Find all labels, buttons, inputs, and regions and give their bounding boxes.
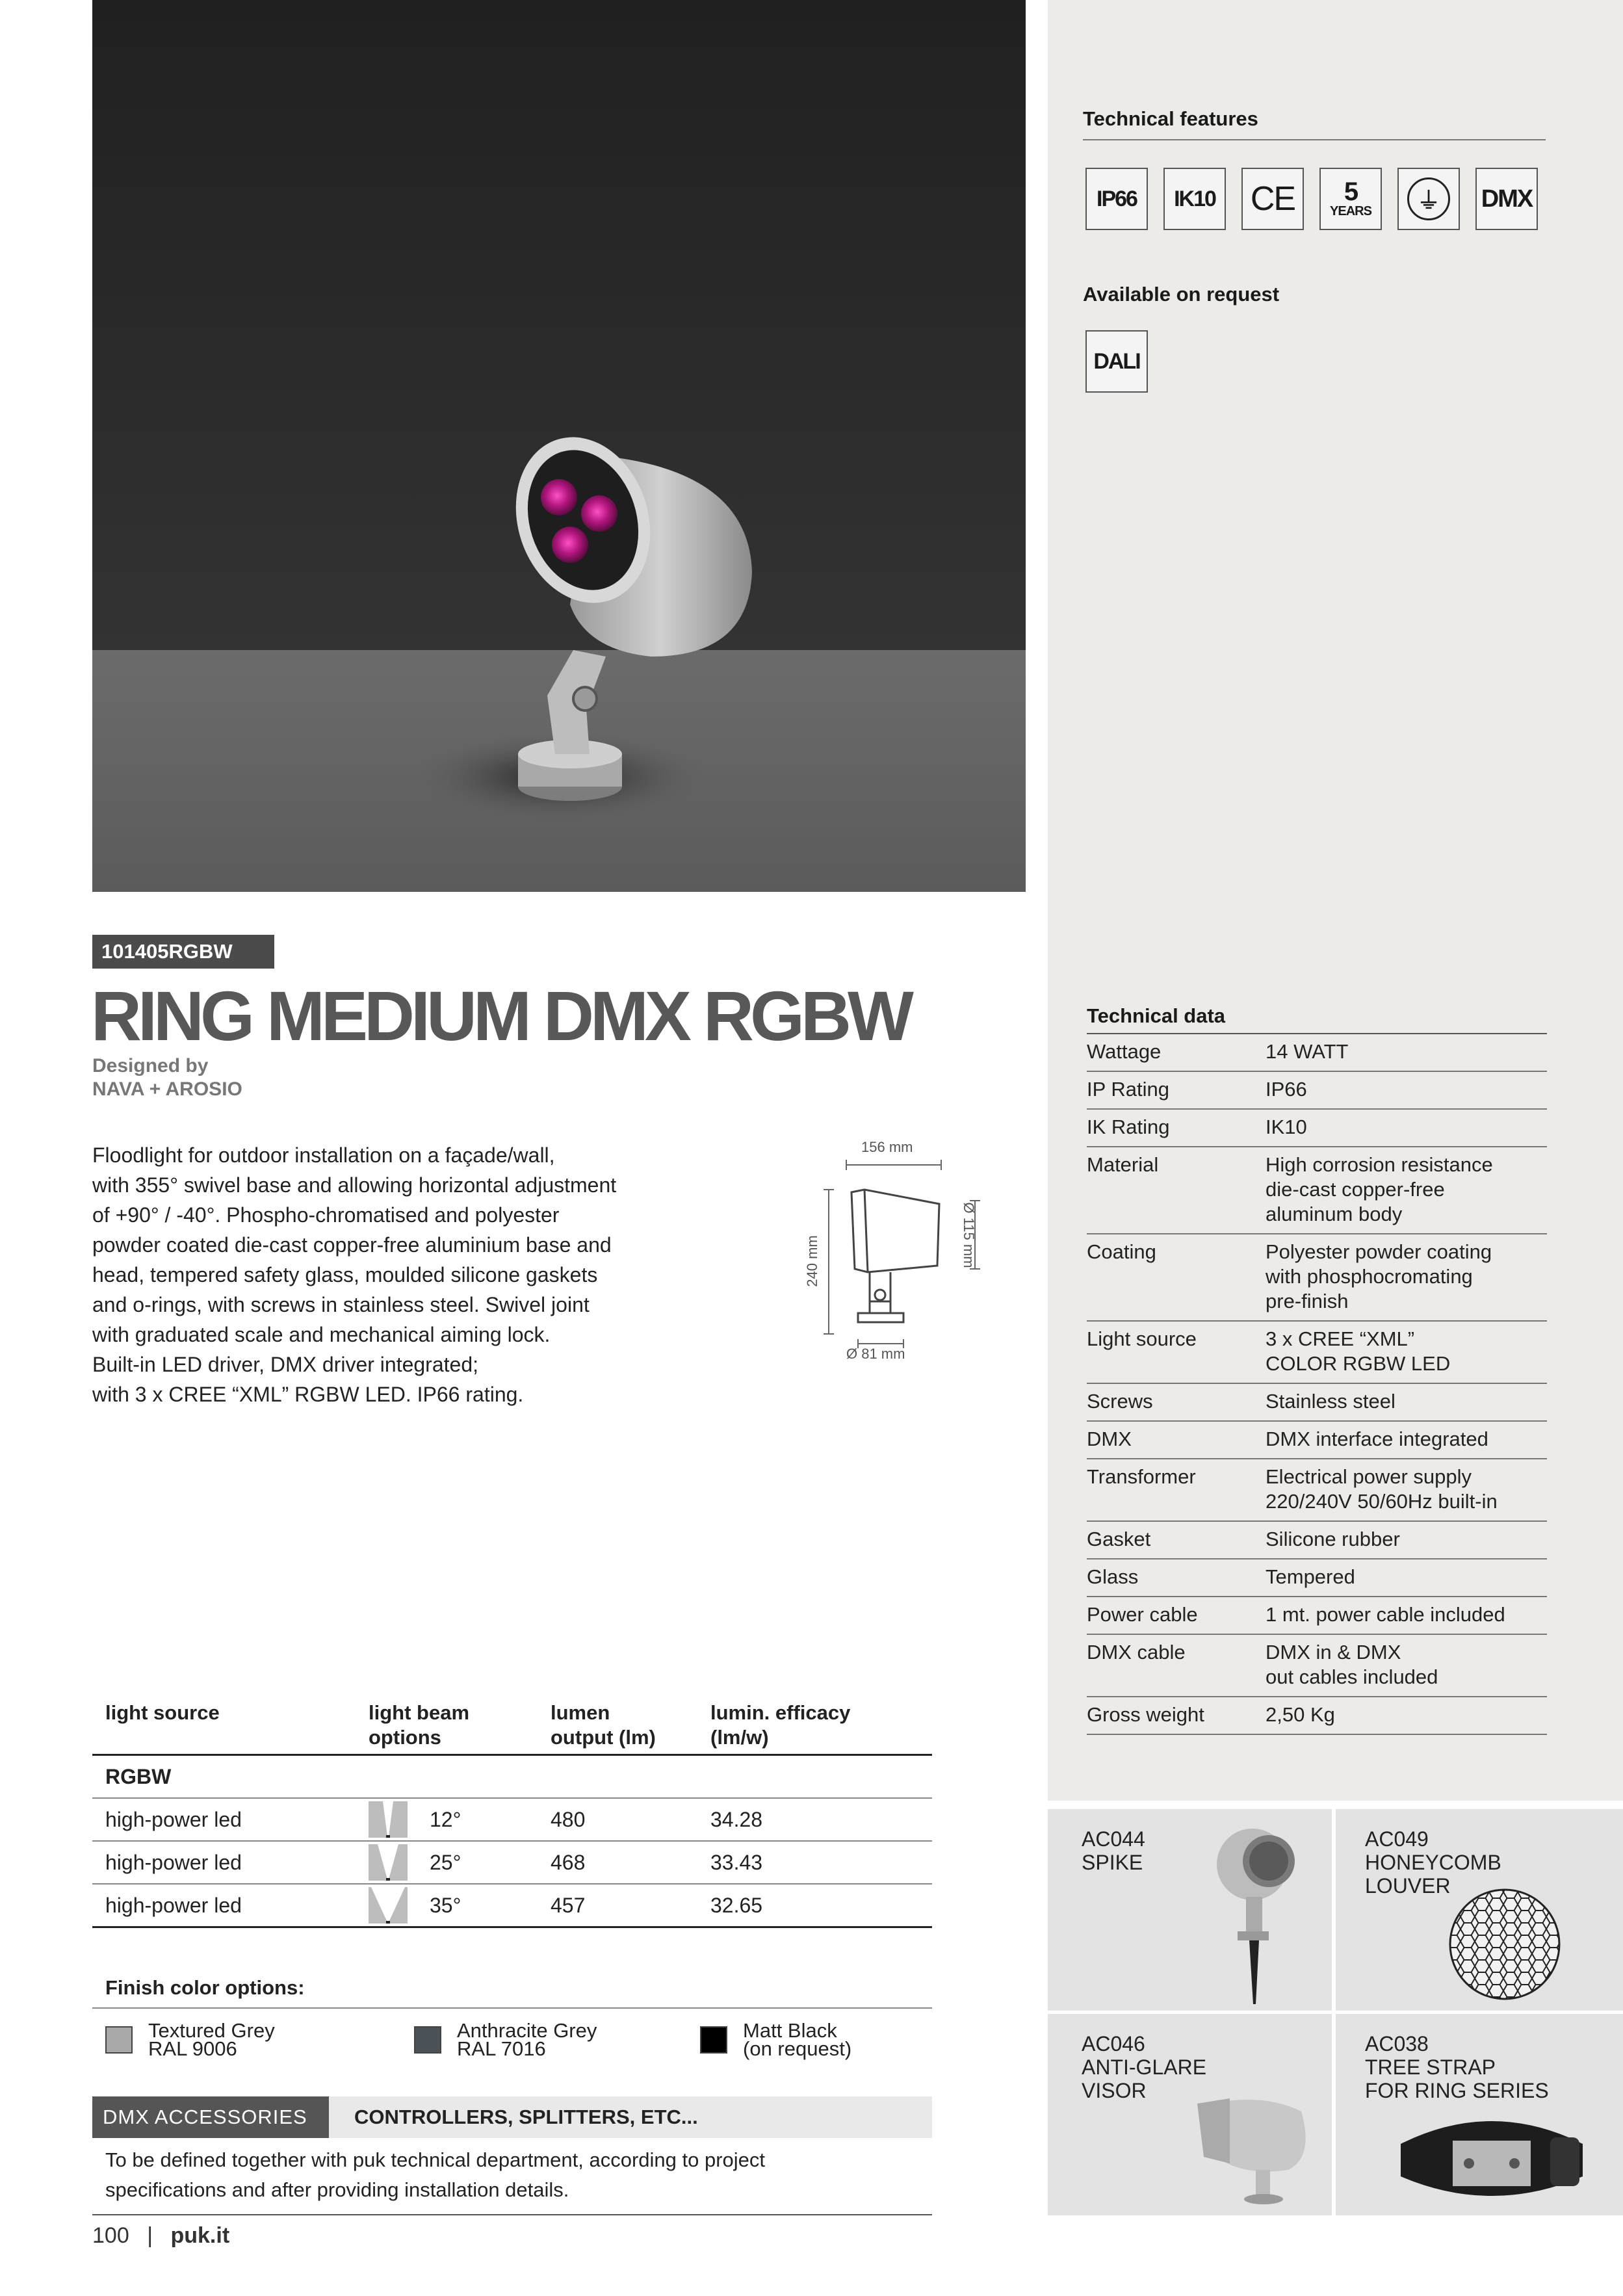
technical-data-key: Power cable [1087,1603,1198,1626]
performance-row [92,1885,932,1928]
technical-data-key: Coating [1087,1240,1156,1263]
technical-data-value: Stainless steel [1266,1390,1396,1413]
beam-angle-icon [369,1844,408,1881]
dmx-accessories-text: To be defined together with puk technical department, according to project specifications and after providing installation details. [105,2148,766,2201]
accessory-card-ac038 [1336,2014,1623,2215]
product-title: RING MEDIUM DMX RGBW [91,976,910,1055]
accessory-code: AC046 [1082,2032,1145,2055]
finish-code: RAL 7016 [457,2037,546,2060]
honeycomb-louver-image [1446,1886,1563,2003]
accessory-name: ANTI-GLARE VISOR [1082,2055,1207,2102]
ce-mark-icon [1241,168,1304,230]
dmx-accessories-title: CONTROLLERS, SPLITTERS, ETC... [354,2106,698,2128]
technical-data-key: IK Rating [1087,1115,1170,1138]
product-description [92,1140,690,1409]
description-line: head, tempered safety glass, moulded silicone gaskets [92,1263,598,1286]
accessory-card-ac044 [1048,1809,1332,2011]
technical-data-row [1087,1322,1547,1384]
finish-code: (on request) [743,2037,852,2060]
icon-label: IP66 [1097,186,1137,211]
technical-data-key: Material [1087,1153,1159,1176]
website-link[interactable]: puk.it [170,2223,230,2248]
technical-data-value: Polyester powder coating with phosphocromating pre-finish [1266,1240,1492,1312]
finish-options [92,1976,932,2067]
dimension-width: 156 mm [861,1139,913,1155]
beam-cell [369,1842,551,1883]
beam-cell [369,1799,551,1840]
technical-data-value: Tempered [1266,1565,1355,1588]
product-photo [92,0,1026,892]
page-footer [92,2223,229,2249]
technical-data-value: 2,50 Kg [1266,1703,1335,1726]
performance-column-header: lumen output (lm) [551,1701,656,1749]
finish-option-label [148,2019,275,2060]
light-source-cell: high-power led [105,1894,242,1917]
icon-label: 5 [1344,177,1358,206]
technical-data-key: IP Rating [1087,1078,1169,1101]
technical-features-icons [1085,168,1553,233]
description-line: powder coated die-cast copper-free aluminium base and [92,1233,612,1257]
finish-option-label [743,2019,852,2060]
performance-table [92,1697,932,1928]
spike-accessory-image [1191,1816,1321,2011]
performance-group-label: RGBW [105,1765,172,1788]
footer-separator: | [147,2223,153,2248]
page-number: 100 [92,2223,129,2248]
dali-icon [1085,330,1148,393]
technical-data-value: 14 WATT [1266,1040,1349,1063]
accessory-name: HONEYCOMB LOUVER [1365,1851,1501,1898]
technical-data-key: Wattage [1087,1040,1162,1063]
performance-column-header: lumin. efficacy (lm/w) [710,1701,851,1749]
dimension-drawing [793,1139,988,1373]
color-swatch [105,2026,133,2054]
efficacy-cell: 32.65 [710,1894,763,1917]
technical-data-row [1087,1522,1547,1559]
efficacy-cell: 34.28 [710,1808,763,1831]
class-i-earth-icon [1397,168,1460,230]
technical-data-row [1087,1635,1547,1697]
icon-label: IK10 [1174,186,1215,211]
technical-data-value: High corrosion resistance die-cast copper-free aluminum body [1266,1153,1493,1225]
description-line: Floodlight for outdoor installation on a façade/wall, [92,1143,555,1167]
efficacy-cell: 33.43 [710,1851,763,1874]
beam-angle-icon [369,1801,408,1838]
designer-credit [92,1054,242,1101]
dmx-icon [1475,168,1538,230]
technical-data-table [1087,1004,1547,1735]
technical-data-row [1087,1459,1547,1522]
technical-data-key: DMX [1087,1428,1132,1450]
technical-data-key: Glass [1087,1565,1139,1588]
description-line: and o-rings, with screws in stainless steel. Swivel joint [92,1293,590,1316]
color-swatch [414,2026,441,2054]
description-line: with 355° swivel base and allowing horizontal adjustment [92,1173,617,1197]
lumen-output-cell: 468 [551,1851,586,1874]
finish-code: RAL 9006 [148,2037,237,2060]
available-on-request-icons [1085,330,1215,395]
technical-data-key: DMX cable [1087,1641,1186,1663]
technical-data-key: Light source [1087,1327,1197,1350]
divider [92,2214,932,2215]
technical-data-row [1087,1697,1547,1735]
finish-name: Textured Grey [148,2019,275,2042]
lumen-output-cell: 480 [551,1808,586,1831]
technical-data-key: Gross weight [1087,1703,1204,1726]
accessory-code: AC044 [1082,1827,1145,1851]
finish-option [700,2019,852,2060]
beam-angle-label: 12° [430,1808,461,1831]
available-on-request-title: Available on request [1083,283,1280,306]
technical-data-value: DMX in & DMX out cables included [1266,1641,1438,1688]
warranty-5-years-icon [1319,168,1382,230]
performance-row [92,1799,932,1842]
technical-data-row [1087,1034,1547,1072]
icon-label: DMX [1481,185,1533,213]
technical-data-value: 1 mt. power cable included [1266,1603,1505,1626]
technical-data-key: Screws [1087,1390,1153,1413]
technical-data-row [1087,1384,1547,1422]
anti-glare-visor-image [1191,2085,1321,2215]
technical-data-row [1087,1597,1547,1635]
accessory-card-ac046 [1048,2014,1332,2215]
color-swatch [700,2026,727,2054]
icon-label: CE [1250,180,1295,218]
ik10-icon [1163,168,1226,230]
technical-data-key: Gasket [1087,1528,1151,1550]
description-line: of +90° / -40°. Phospho-chromatised and polyester [92,1203,560,1227]
accessory-name: SPIKE [1082,1851,1143,1874]
technical-data-row [1087,1072,1547,1110]
description-line: Built-in LED driver, DMX driver integrated; [92,1353,478,1376]
accessory-code: AC038 [1365,2032,1429,2055]
technical-data-row [1087,1422,1547,1459]
icon-label: ⏚ [1407,177,1450,220]
beam-cell [369,1885,551,1925]
ip66-icon [1085,168,1148,230]
product-code-tag: 101405RGBW [92,935,274,969]
accessory-code: AC049 [1365,1827,1429,1851]
technical-data-row [1087,1559,1547,1597]
dimension-head-diameter: Ø 115 mm [961,1202,977,1268]
light-source-cell: high-power led [105,1808,242,1831]
finish-title: Finish color options: [92,1976,932,2009]
performance-group-row [92,1756,932,1799]
performance-table-header [92,1697,932,1756]
technical-data-value: Electrical power supply 220/240V 50/60Hz built-in [1266,1465,1498,1513]
technical-data-value: 3 x CREE “XML” COLOR RGBW LED [1266,1327,1451,1375]
icon-sublabel: YEARS [1330,203,1371,218]
finish-option [105,2019,275,2060]
technical-data-row [1087,1110,1547,1147]
beam-angle-label: 25° [430,1851,461,1874]
description-line: with graduated scale and mechanical aiming lock. [92,1323,551,1346]
finish-name: Anthracite Grey [457,2019,597,2042]
finish-option [414,2019,597,2060]
technical-data-value: DMX interface integrated [1266,1428,1488,1450]
finish-option-label [457,2019,597,2060]
technical-data-value: IP66 [1266,1078,1307,1101]
designed-by-label: Designed by [92,1055,209,1076]
light-source-cell: high-power led [105,1851,242,1874]
performance-column-header: light source [105,1701,220,1724]
divider [1083,139,1546,140]
finish-name: Matt Black [743,2019,837,2042]
designer-name: NAVA + AROSIO [92,1078,242,1100]
technical-data-value: Silicone rubber [1266,1528,1400,1550]
beam-angle-icon [369,1887,408,1924]
technical-data-key: Transformer [1087,1465,1196,1488]
dimension-height: 240 mm [804,1235,820,1287]
dmx-accessories-label: DMX ACCESSORIES [92,2096,329,2138]
technical-data-row [1087,1147,1547,1234]
technical-data-title: Technical data [1087,1004,1547,1034]
performance-row [92,1842,932,1885]
description-line: with 3 x CREE “XML” RGBW LED. IP66 rating. [92,1383,524,1406]
dimension-base-diameter: Ø 81 mm [846,1346,905,1362]
tree-strap-image [1388,2105,1596,2215]
accessory-card-ac049 [1336,1809,1623,2011]
technical-features-title: Technical features [1083,107,1258,130]
performance-column-header: light beam options [369,1701,470,1749]
lumen-output-cell: 457 [551,1894,586,1917]
icon-label: DALI [1093,348,1140,374]
technical-data-row [1087,1234,1547,1322]
technical-data-value: IK10 [1266,1115,1307,1138]
accessory-name: TREE STRAP FOR RING SERIES [1365,2055,1549,2102]
beam-angle-label: 35° [430,1894,461,1917]
